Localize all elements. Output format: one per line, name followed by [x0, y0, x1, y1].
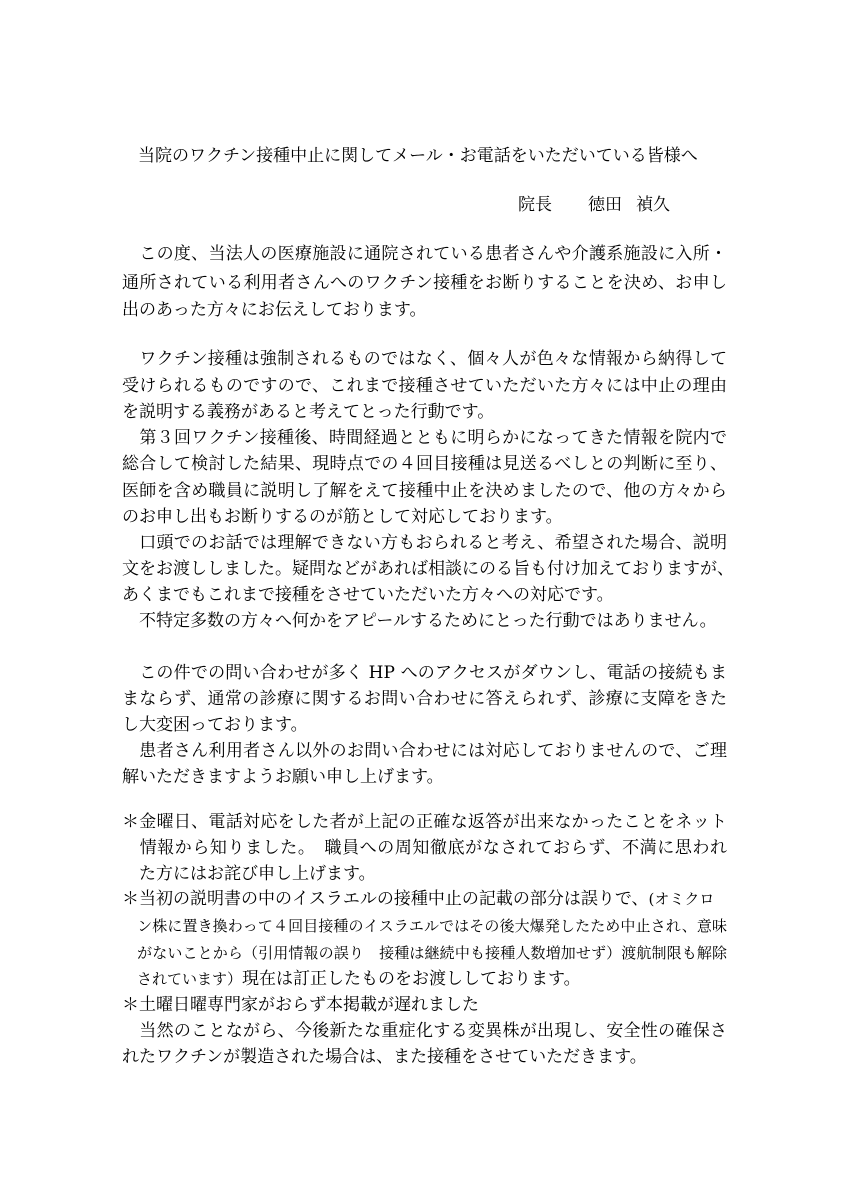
body-line: のお申し出もお断りするのが筋として対応しております。: [122, 507, 563, 527]
body-line: あくまでもこれまで接種をさせていただいた方々への対応です。: [122, 585, 614, 605]
closing-line: 当然のことながら、今後新たな重症化する変異株が出現し、安全性の確保さ: [122, 1021, 727, 1041]
note-line: 情報から知りました。 職員への周知徹底がなされておらず、不満に思われ: [122, 838, 727, 858]
body-line: 第３回ワクチン接種後、時間経過とともに明らかになってきた情報を院内で: [122, 428, 727, 448]
body-line: し大変困っております。: [122, 715, 308, 735]
body-line: 受けられるものですので、これまで接種させていただいた方々には中止の理由: [122, 376, 727, 396]
body-line: この件での問い合わせが多く HP へのアクセスがダウンし、電話の接続もま: [122, 663, 727, 683]
note-small-text: (オミクロ: [648, 890, 715, 908]
note-text: ＊当初の説明書の中のイスラエルの接種中止の記載の部分は誤りで、: [122, 889, 649, 909]
body-line: ワクチン接種は強制されるものではなく、個々人が色々な情報から納得して: [122, 349, 727, 369]
note-line: [122, 966, 727, 992]
document-title: 当院のワクチン接種中止に関してメール・お電話をいただいている皆様へ: [138, 146, 698, 166]
body-line: 解いただきますようお願い申し上げます。: [122, 767, 444, 787]
note-line: ＊土曜日曜専門家がおらず本掲載が遅れました: [122, 995, 479, 1015]
body-line: まならず、通常の診療に関するお問い合わせに答えられず、診療に支障をきた: [122, 689, 727, 709]
note-line: ＊金曜日、電話対応をした者が上記の正確な返答が出来なかったことをネット: [122, 812, 727, 832]
body-line: 総合して検討した結果、現時点での４回目接種は見送るべしとの判断に至り、: [122, 454, 727, 474]
note-text: 現在は訂正したものをお渡ししております。: [242, 969, 581, 989]
note-small-text: されています）: [122, 970, 243, 988]
author-given-name: 禎久: [636, 195, 670, 215]
author-surname: 徳田: [588, 195, 622, 215]
body-line: 患者さん利用者さん以外のお問い合わせには対応しておりませんので、ご理: [122, 741, 727, 761]
body-line: この度、当法人の医療施設に通院されている患者さんや介護系施設に入所・: [122, 244, 727, 264]
body-line: を説明する義務があると考えてとった行動です。: [122, 402, 495, 422]
author-role: 院長: [518, 195, 552, 215]
body-line: 文をお渡ししました。疑問などがあれば相談にのる旨も付け加えておりますが、: [122, 559, 734, 579]
author-signature: [518, 192, 670, 218]
body-line: 医師を含め職員に説明し了解をえて接種中止を決めましたので、他の方々から: [122, 481, 727, 501]
body-line: 通所されている利用者さんへのワクチン接種をお断りすることを決め、お申し: [122, 273, 727, 293]
note-line: た方にはお詫び申し上げます。: [122, 864, 376, 884]
body-line: 出のあった方々にお伝えしております。: [122, 300, 427, 320]
note-line: ン株に置き換わって４回目接種のイスラエルではその後大爆発したため中止され、意味: [122, 917, 727, 935]
body-line: 不特定多数の方々へ何かをアピールするためにとった行動ではありません。: [122, 611, 717, 631]
note-line: がないことから（引用情報の誤り 接種は継続中も接種人数増加せず）渡航制限も解除: [122, 944, 727, 962]
note-line: [122, 886, 727, 912]
body-line: 口頭でのお話では理解できない方もおられると考え、希望された場合、説明: [122, 533, 727, 553]
closing-line: れたワクチンが製造された場合は、また接種をさせていただきます。: [122, 1047, 647, 1067]
